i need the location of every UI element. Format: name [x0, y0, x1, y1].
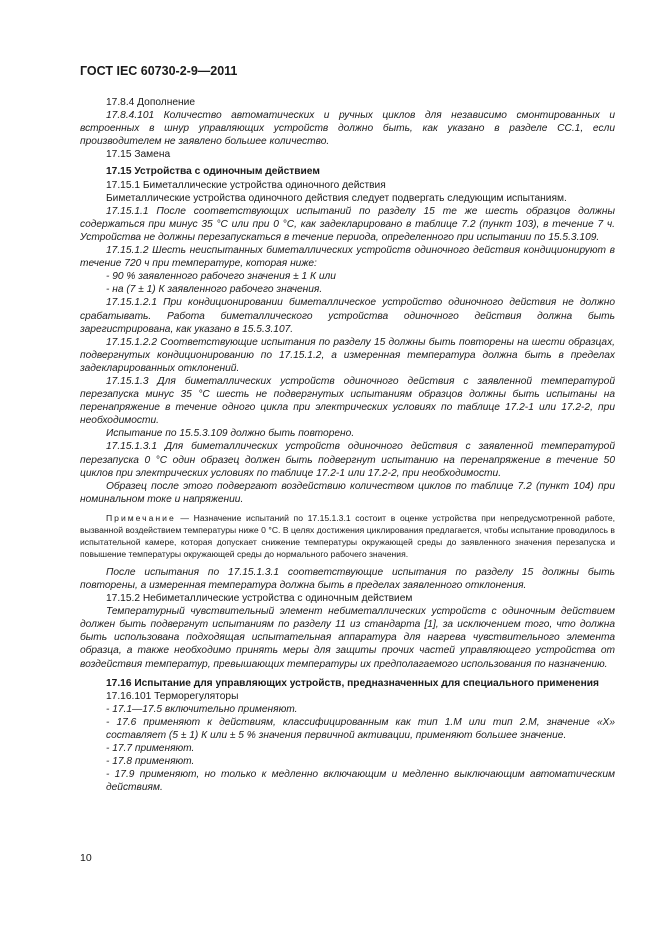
list-item: - 17.8 применяют.	[106, 756, 195, 768]
clause-17-15-replacement: 17.15 Замена	[106, 149, 171, 161]
document-header: ГОСТ IEC 60730-2-9—2011	[80, 64, 238, 78]
clause-17-15-1-1: 17.15.1.1 После соответствующих испытаний по разделу 15 те же шесть образцов должны содержаться при минус 35 °С или при 0 °С, как задекларировано в таблице 7.2 (пункт 103), в течение 7 ч. Устройства не должны перезапускаться в течение периода, определенного при испытании по 15.5.3.109.	[80, 205, 615, 243]
clause-17-15-1-2-1: 17.15.1.2.1 При кондиционировании биметаллическое устройство одиночного действия не должно срабатывать. Работа биметаллического устройства одиночного действия должна быть зарегистрирована, как указано в 15.5.3.107.	[80, 297, 615, 335]
list-item: - 17.9 применяют, но только к медленно включающим и медленно выключающим автоматическим действиям.	[106, 769, 615, 794]
list-item: - 17.1—17.5 включительно применяют.	[106, 703, 298, 715]
section-heading-17-15: 17.15 Устройства с одиночным действием	[106, 166, 320, 178]
clause-17-8-4: 17.8.4 Дополнение	[106, 97, 196, 108]
document-body	[80, 96, 615, 795]
clause-17-15-1-2: 17.15.1.2 Шесть неиспытанных биметаллических устройств одиночного действия кондиционируют в течение 720 ч при температуре, которая ниже:	[80, 245, 615, 270]
note	[80, 512, 615, 560]
paragraph: Испытание по 15.5.3.109 должно быть повторено.	[106, 428, 355, 440]
list-item: - на (7 ± 1) К заявленного рабочего значения.	[106, 284, 323, 296]
clause-17-15-2: 17.15.2 Небиметаллические устройства с одиночным действием	[106, 593, 413, 605]
clause-17-15-1-3: 17.15.1.3 Для биметаллических устройств одиночного действия с заявленной температурой перезапуска минус 35 °С шесть не подвергнутых испытаниям образцов должны быть испытаны на перенапряжение в течение одного цикла при электрических условиях по таблице 17.2-1 или 17.2-2, при необходимости.	[80, 375, 615, 427]
page-number: 10	[80, 852, 92, 864]
list-item: - 17.6 применяют к действиям, классифицированным как тип 1.М или тип 2.М, значение «Х» составляет (5 ± 1) К или ± 5 % значения первичной активации, применяют большее значение.	[106, 716, 615, 742]
clause-17-15-1-3-1: 17.15.1.3.1 Для биметаллических устройств одиночного действия с заявленной температурой перезапуска 0 °С один образец должен быть подвергнут испытанию на перенапряжение в течение 50 циклов при электрических условиях по таблице 17.2-1 или 17.2-2, при необходимости.	[80, 441, 615, 479]
clause-17-16-101: 17.16.101 Терморегуляторы	[106, 690, 239, 702]
section-heading-17-16: 17.16 Испытание для управляющих устройств, предназначенных для специального применения	[106, 677, 599, 689]
clause-17-15-1-2-2: 17.15.1.2.2 Соответствующие испытания по разделу 15 должны быть повторены на шести образцах, подвергнутых кондиционированию по 17.15.1.2, а измеренная температура должна быть в пределах задекларированных отклонений.	[80, 336, 615, 374]
note-text: — Назначение испытаний по 17.15.1.3.1 состоит в оценке устройства при непредусмотренной работе, вызванной воздействием температуры ниже 0 °С. В целях достижения циклирования предлагается, чтобы испытание проводилось в испытательной камере, которая допускает снижение температуры окружающей среды до заявленного значения перезапуска и повышение температуры окружающей среды до нормального рабочего значения.	[80, 512, 615, 559]
paragraph: После испытания по 17.15.1.3.1 соответствующие испытания по разделу 15 должны быть повторены, а измеренная температура должна быть в пределах заявленного отклонения.	[80, 566, 615, 591]
list-item: - 17.7 применяют.	[106, 743, 195, 755]
paragraph: Температурный чувствительный элемент небиметаллических устройств с одиночным действием должен быть подвергнут испытаниям по разделу 11 из стандарта [1], за исключением того, что должна быть использована подходящая испытательная аппаратура для нагрева чувствительного элемента образца, а также необходимо принять меры для защиты прочих частей управляющего устройства от воздействия температур, превышающих температуры их предполагаемого использования по назначению.	[80, 606, 615, 670]
list-item: - 90 % заявленного рабочего значения ± 1 К или	[106, 271, 336, 283]
note-label: Примечание	[106, 512, 176, 523]
clause-17-8-4-101: 17.8.4.101 Количество автоматических и ручных циклов для независимо смонтированных и встроенных в шнур управляющих устройств должно быть, как указано в разделе СС.1, если производителем не заявлено большее количество.	[80, 110, 615, 148]
clause-17-15-1: 17.15.1 Биметаллические устройства одиночного действия	[106, 179, 386, 191]
paragraph: Образец после этого подвергают воздействию количеством циклов по таблице 7.2 (пункт 104) при номинальном токе и напряжении.	[80, 480, 615, 505]
paragraph: Биметаллические устройства одиночного действия следует подвергать следующим испытаниям.	[106, 192, 567, 204]
